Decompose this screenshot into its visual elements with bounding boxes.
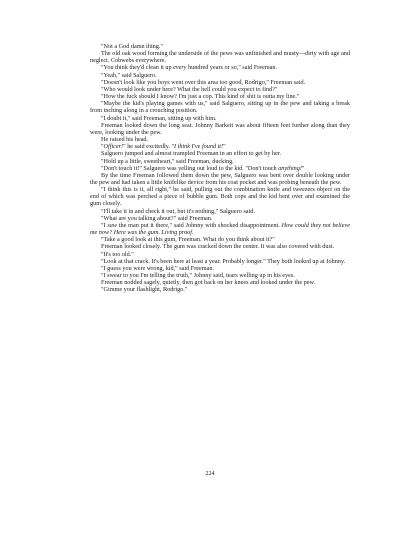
paragraph (90, 251, 350, 258)
italic-text: every (173, 64, 187, 72)
text-run: "What are you talking about?" said Freeman. (101, 214, 213, 222)
text-run: He raised his head. (101, 136, 149, 144)
text-run: "Who would look under here? What the hell could you expect to find?" (101, 85, 278, 93)
paragraph (90, 186, 350, 207)
paragraph (90, 236, 350, 243)
paragraph (90, 279, 350, 286)
paragraph (90, 158, 350, 165)
paragraph (90, 93, 350, 100)
text-run: "Not a God damn thing." (101, 43, 163, 50)
text-run: "I guess you were wrong, kid," said Freeman. (101, 264, 214, 272)
text-run: "You think they'd clean it up (101, 64, 174, 72)
italic-text: Officer! (103, 143, 124, 151)
text-run: "I doubt it," said Freeman, sitting up with him. (101, 114, 217, 122)
text-run: Freeman nodded sagely, quietly, then got back on her knees and looked under the pew. (101, 279, 316, 287)
text-run: "Gimme your flashlight, Rodrigo." (101, 286, 188, 294)
italic-text: saw (107, 221, 118, 229)
text-run: "Hold up a little, sweetheart," said Freeman, ducking. (101, 157, 234, 165)
text-run: "Don't touch it!" Salguero was yelling out loud to the kid. "Don't touch (101, 164, 279, 172)
text-run: Salguero jumped and almost trampled Freeman in an effort to get by her. (101, 150, 282, 158)
paragraph (90, 172, 350, 186)
paragraph (90, 215, 350, 222)
text-run: hundred years or so," said Freeman. (186, 64, 278, 72)
italic-text: I think I've found it! (174, 143, 224, 151)
page-number: 224 (205, 470, 215, 477)
paragraph (90, 208, 350, 215)
paragraph (90, 50, 350, 64)
paragraph (90, 79, 350, 86)
text-run: "I swear to you I'm telling the truth," Johnny said, tears welling up in his eyes. (101, 272, 295, 279)
text-run: "Yeah," said Salguero. (101, 71, 157, 79)
text-run: Freeman looked down the long seat. Johnny Barkett was about fifteen feet further along than they were, looking under the pew. (90, 121, 350, 136)
paragraph (90, 258, 350, 265)
text-run: By the time Freeman followed them down the pew, Salguero was bent over double looking under the pew and had taken a little knifelike device from his coat pocket and was probing beneath the pew. (90, 171, 350, 186)
paragraph (90, 165, 350, 172)
italic-text: anything! (278, 164, 302, 172)
paragraph (90, 100, 350, 114)
paragraph (90, 265, 350, 272)
italic-text: How could they not believe me now? Here was the gum. Living proof. (90, 221, 350, 237)
text-run: "Maybe the kid's playing games with us," said Salguero, sitting up in the pew and taking a break from inching along in a crouching position. (90, 100, 350, 115)
text-run: The old oak wood forming the underside of the pews was unfinished and musty—dirty with age and neglect. Cobwebs everywhere. (90, 50, 350, 65)
paragraph (90, 122, 350, 136)
text-run: "It's too old." (101, 250, 134, 258)
text-run: " (101, 143, 104, 151)
text-run: "I'll take it in and check it out, but it's nothing," Salguero said. (101, 207, 255, 215)
paragraph (90, 86, 350, 93)
paragraph (90, 222, 350, 236)
text-run: "I (101, 221, 108, 229)
text-run: "Take a good look at this gum, Freeman. What do you think about it?" (101, 236, 275, 244)
paragraph (90, 286, 350, 293)
page-body-text (90, 43, 350, 293)
paragraph (90, 43, 350, 50)
paragraph (90, 272, 350, 279)
text-run: "I think this is it, all right," he said, pulling out the combination knife and tweezers object on the end of which was perched a piece of bubble gum. Both cops and the kid bent over and examined the gum closely. (90, 186, 350, 208)
text-run: "Look at that crack. It's been here at least a year. Probably longer." They both looked up at Johnny. (101, 257, 346, 265)
paragraph (90, 136, 350, 143)
paragraph (90, 143, 350, 150)
paragraph (90, 64, 350, 71)
text-run: "Doesn't look like you boys went over this area too good, Rodrigo," Freeman said. (101, 78, 306, 86)
text-run: " (223, 143, 226, 151)
paragraph (90, 243, 350, 250)
text-run: " (301, 164, 305, 172)
text-run: "How the fuck should I know? I'm just a cop. This kind of shit is outta my line." (101, 93, 300, 101)
text-run: the man put it there," said Johnny with shocked disappointment. (117, 221, 282, 229)
text-run: Freeman looked closely. The gum was cracked down the center. It was also covered with dust. (101, 243, 335, 251)
paragraph (90, 115, 350, 122)
paragraph (90, 72, 350, 79)
text-run: " he said excitedly. " (123, 143, 174, 151)
paragraph (90, 150, 350, 157)
